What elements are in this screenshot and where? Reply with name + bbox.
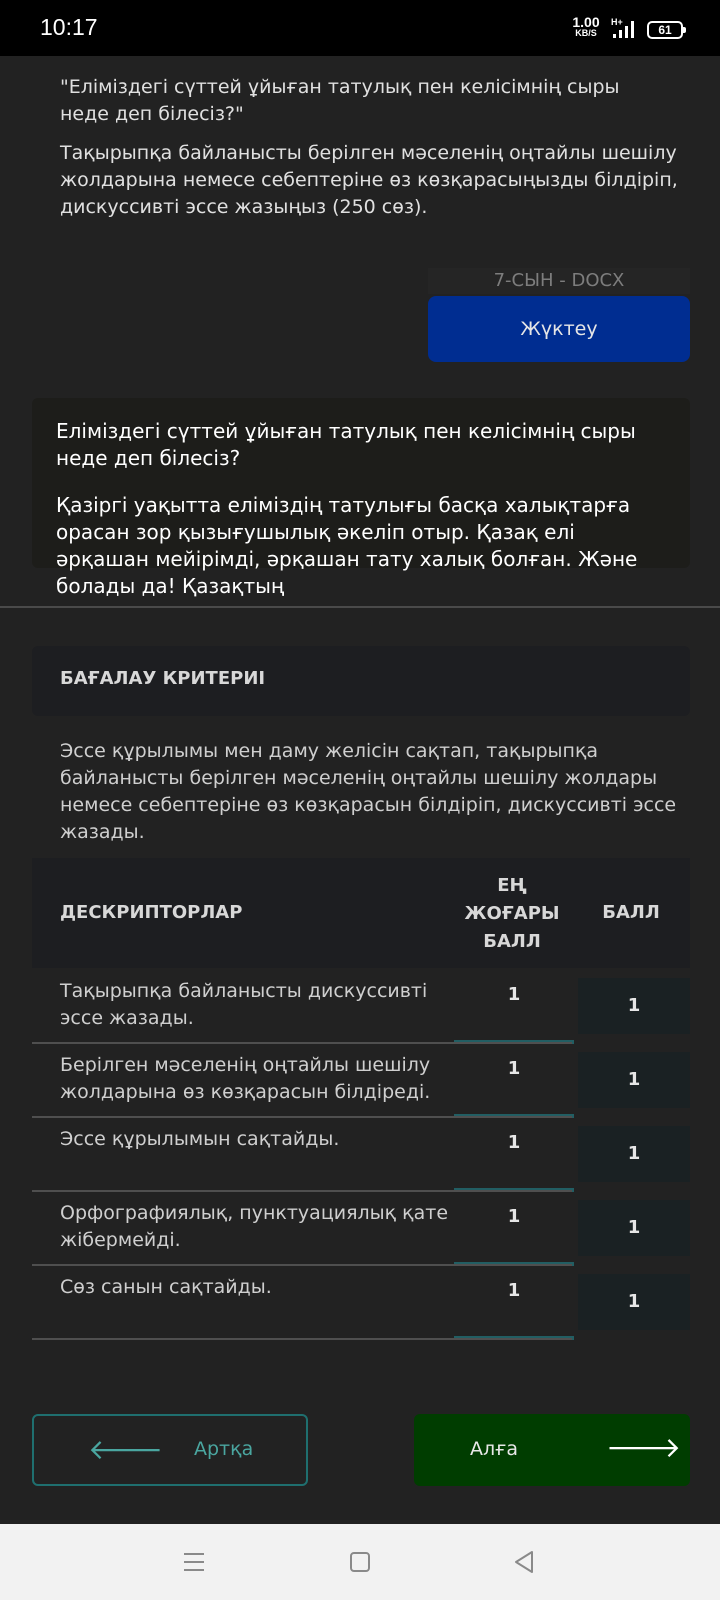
question-task: Тақырыпқа байланысты берілген мәселенің оңтайлы шешілу жолдарына немесе себептеріне өз көзқарасыңызды білдіріп, дискуссивті эссе жазыңыз (250 сөз). [60,142,678,218]
status-time: 10:17 [40,14,98,40]
network-type-label: H+ [611,17,623,27]
battery-icon [647,21,683,39]
row-score: 1 [578,1126,690,1182]
row-descriptor: Эссе құрылымын сақтайды. [60,1128,340,1150]
menu-lines-icon[interactable] [172,1540,216,1584]
question-quote: "Еліміздегі сүттей ұйыған татулық пен келісімнің сыры неде деп білесіз?" [60,76,620,125]
attached-file-name[interactable]: 7-СЫН - DOCX [428,268,690,294]
triangle-left-icon[interactable] [502,1540,546,1584]
criteria-header: БАҒАЛАУ КРИТЕРИІ [32,646,690,716]
next-button-label: Алға [470,1438,519,1460]
table-row [32,1192,690,1266]
row-max-score: 1 [507,1206,521,1227]
table-row [32,1044,690,1118]
column-max-line-3: БАЛЛ [483,931,541,952]
answer-body: Қазіргі уақытта еліміздің татулығы басқа халықтарға орасан зор қызығушылық әкеліп отыр. Қазақ елі әрқашан мейірімді, әрқашан тату халық болған. Және болады да! Қазақтың [56,493,638,598]
column-max-line-2: ЖОҒАРЫ [464,903,560,924]
signal-icon [611,16,639,40]
arrow-left-icon: 🡐 [88,1433,164,1466]
row-score: 1 [578,1052,690,1108]
next-button[interactable] [414,1414,690,1486]
row-descriptor: Орфографиялық, пунктуациялық қате жібермейді. [60,1202,449,1251]
criteria-description: Эссе құрылымы мен даму желісін сақтап, тақырыпқа байланысты берілген мәселенің оңтайлы шешілу жолдары немесе себептеріне өз көзқарасын білдіріп, дискуссивті эссе жазады. [60,740,677,843]
network-speed [568,14,604,39]
table-row [32,1118,690,1192]
system-nav-bar [0,1524,720,1600]
battery-level: 61 [658,23,672,37]
network-speed-unit: KB/S [575,28,597,38]
column-max-line-1: ЕҢ [497,875,527,896]
square-icon[interactable] [338,1540,382,1584]
status-bar [0,0,720,56]
table-row [32,1266,690,1340]
row-descriptor: Сөз санын сақтайды. [60,1276,272,1298]
arrow-right-icon: 🡒 [606,1431,682,1464]
row-descriptor: Берілген мәселенің оңтайлы шешілу жолдарына өз көзқарасын білдіреді. [60,1054,431,1103]
upload-button[interactable]: Жүктеу [428,296,690,362]
column-descriptors: ДЕСКРИПТОРЛАР [60,902,243,923]
row-descriptor: Тақырыпқа байланысты дискуссивті эссе жазады. [60,980,428,1029]
answer-title: Еліміздегі сүттей ұйыған татулық пен келісімнің сыры неде деп білесіз? [56,419,636,470]
row-divider [32,1338,572,1340]
row-max-score: 1 [507,984,521,1005]
row-max-score: 1 [507,1280,521,1301]
table-header [32,858,690,968]
column-score: БАЛЛ [602,902,660,923]
back-button[interactable] [32,1414,308,1486]
column-max-score [452,872,572,956]
row-score: 1 [578,978,690,1034]
table-row [32,970,690,1044]
row-max-score: 1 [507,1132,521,1153]
answer-box[interactable] [32,398,690,598]
section-divider [0,606,720,608]
back-button-label: Артқа [194,1438,254,1460]
row-score: 1 [578,1274,690,1330]
network-speed-value: 1.00 [572,14,600,30]
row-score: 1 [578,1200,690,1256]
row-max-score: 1 [507,1058,521,1079]
